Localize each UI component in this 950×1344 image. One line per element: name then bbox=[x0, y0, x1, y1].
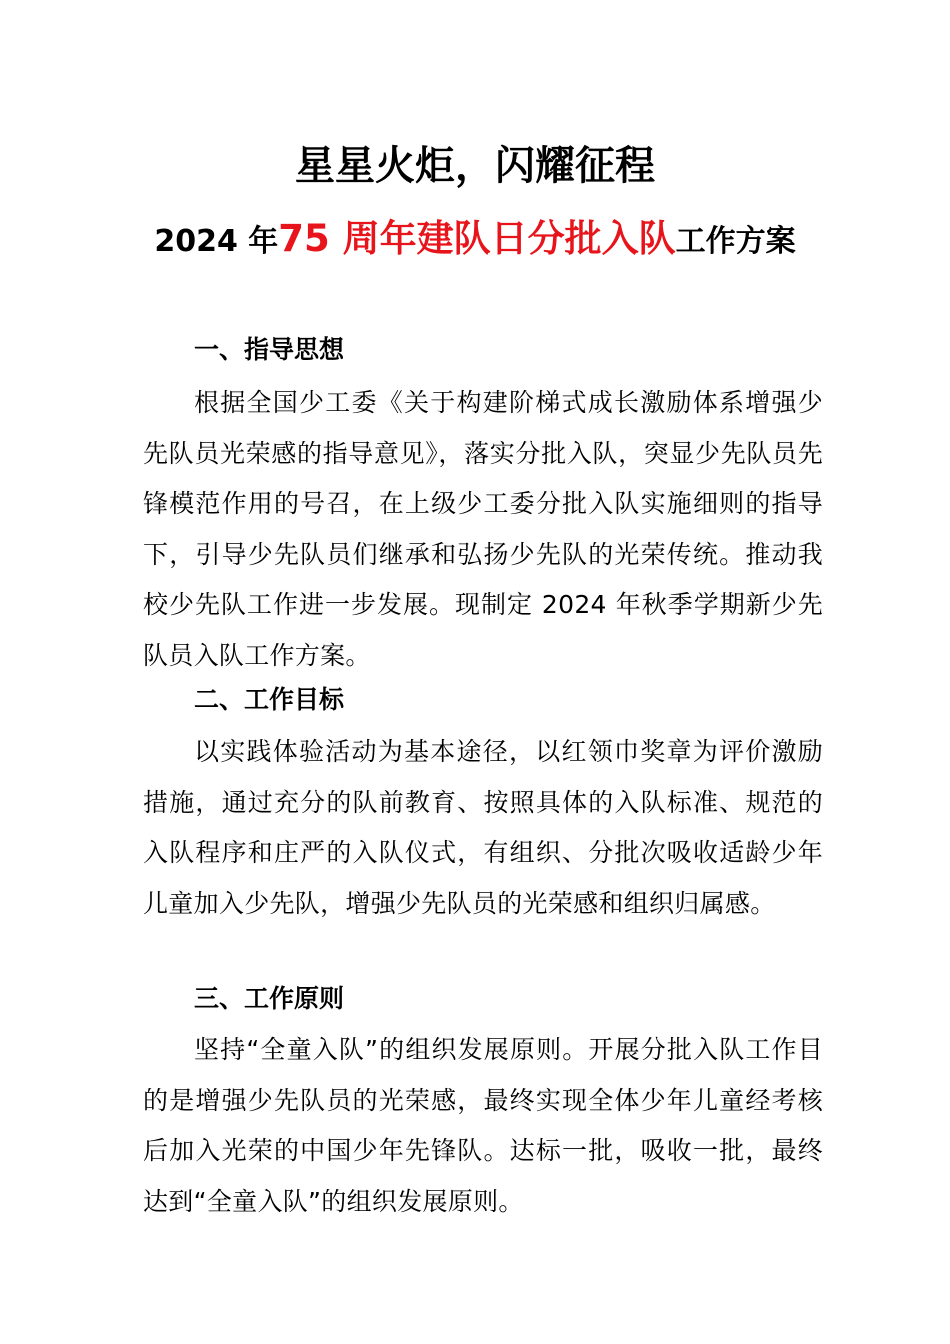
section-body-work-goals: 以实践体验活动为基本途径，以红领巾奖章为评价激励措施，通过充分的队前教育、按照具体的入队标准、规范的入队程序和庄严的入队仪式，有组织、分批次吸收适龄少年儿童加入少先队，增强少先队员的光荣感和组织归属感。 bbox=[143, 737, 823, 918]
section-body-guiding-ideology: 根据全国少工委《关于构建阶梯式成长激励体系增强少先队员光荣感的指导意见》，落实分批入队，突显少先队员先锋模范作用的号召，在上级少工委分批入队实施细则的指导下，引导少先队员们继承和弘扬少先队的光荣传统。推动我校少先队工作进一步发展。现制定 2024 年秋季学期新少先队员入队工作方案。 bbox=[143, 388, 823, 670]
subtitle-suffix: 工作方案 bbox=[675, 224, 796, 259]
section-heading-guiding-ideology: 一、指导思想 bbox=[194, 335, 345, 364]
document-title: 星星火炬，闪耀征程 bbox=[295, 143, 655, 189]
subtitle-highlight: 75 周年建队日分批入队 bbox=[278, 217, 676, 260]
subtitle-year: 2024 年 bbox=[154, 224, 279, 259]
section-heading-work-principles: 三、工作原则 bbox=[194, 984, 345, 1013]
section-body-work-principles: 坚持“全童入队”的组织发展原则。开展分批入队工作目的是增强少先队员的光荣感，最终实现全体少年儿童经考核后加入光荣的中国少年先锋队。达标一批，吸收一批，最终达到“全童入队”的组织发展原则。 bbox=[143, 1035, 823, 1216]
document-subtitle bbox=[0, 214, 950, 267]
section-heading-work-goals: 二、工作目标 bbox=[194, 685, 345, 714]
